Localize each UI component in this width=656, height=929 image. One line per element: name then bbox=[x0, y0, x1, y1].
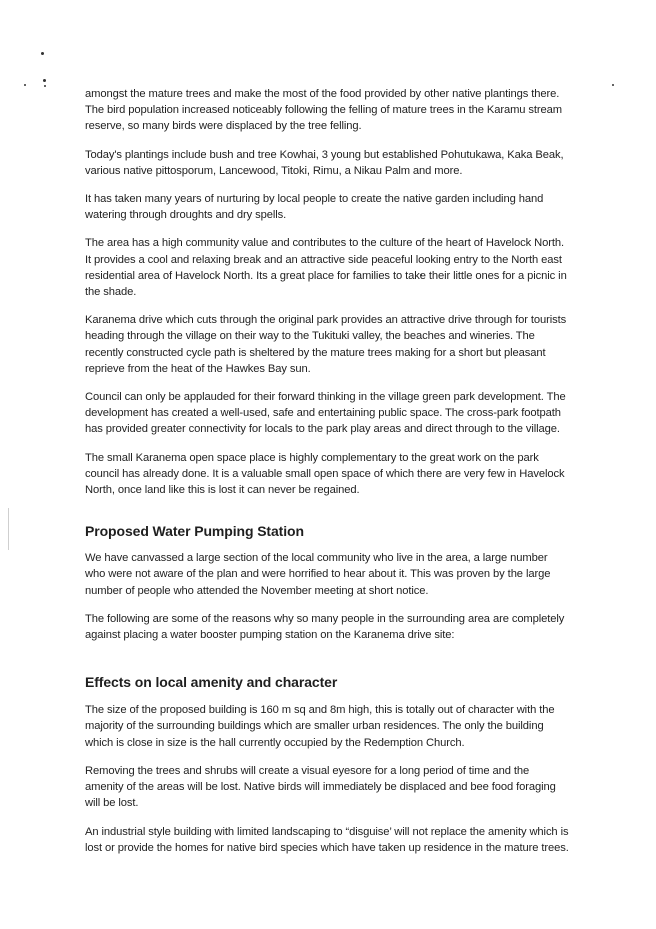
intro-paragraph-4: The area has a high community value and contributes to the culture of the heart of Havelock North. It provides a cool and relaxing break and an attractive side peaceful looking entry to the North east residential area of Havelock North. Its a great place for families to take their little ones for a picnic in the shade. bbox=[85, 237, 567, 299]
scan-speck bbox=[41, 52, 44, 55]
intro-paragraph-5: Karanema drive which cuts through the original park provides an attractive drive through for tourists heading through the village on their way to the Tukituki valley, the beaches and wineries. The recently constructed cycle path is sheltered by the mature trees making for a short but pleasant reprieve from the heat of the Hawkes Bay sun. bbox=[85, 314, 567, 375]
intro-paragraph-6: Council can only be applauded for their forward thinking in the village green park development. The development has created a well-used, safe and entertaining public space. The cross-park footpath has provided greater connectivity for locals to the park play areas and direct through to the village. bbox=[85, 391, 566, 436]
effects-paragraph-1: The size of the proposed building is 160 m sq and 8m high, this is totally out of character with the majority of the surrounding buildings which are smaller urban residences. The only the building which is close in size is the hall currently occupied by the Redemption Church. bbox=[85, 704, 555, 749]
intro-paragraph-7: The small Karanema open space place is highly complementary to the great work on the park council has already done. It is a valuable small open space of which there are very few in Havelock North, once land like this is lost it can never be regained. bbox=[85, 451, 565, 497]
water-paragraph-2: The following are some of the reasons why so many people in the surrounding area are completely against placing a water booster pumping station on the Karanema drive site: bbox=[85, 612, 565, 642]
effects-paragraph-3: An industrial style building with limited landscaping to “disguise’ will not replace the amenity which is lost or provide the homes for native bird species which have taken up residence in the mature trees. bbox=[85, 825, 569, 854]
effects-paragraph-2: Removing the trees and shrubs will create a visual eyesore for a long period of time and the amenity of the areas will be lost. Native birds will immediately be displaced and bee food foraging will be lost. bbox=[85, 764, 556, 810]
scan-speck bbox=[612, 84, 614, 86]
water-paragraph-1: We have canvassed a large section of the local community who live in the area, a large number who were not aware of the plan and were horrified to hear about it. This was proven by the large number of people who attended the November meeting at short notice. bbox=[85, 552, 551, 597]
scan-edge-mark bbox=[8, 508, 9, 550]
section-heading-amenity: Effects on local amenity and character bbox=[85, 674, 338, 691]
intro-paragraph-3: It has taken many years of nurturing by local people to create the native garden including hand watering through droughts and dry spells. bbox=[85, 193, 544, 222]
intro-paragraph-1: amongst the mature trees and make the most of the food provided by other native plantings there. The bird population increased noticeably following the felling of mature trees in the Karamu stream reserve, so many birds were displaced by the tree felling. bbox=[85, 88, 563, 133]
scan-speck bbox=[44, 85, 46, 87]
scan-speck bbox=[43, 79, 46, 82]
scan-speck bbox=[24, 84, 26, 86]
section-heading-water-pumping: Proposed Water Pumping Station bbox=[85, 523, 304, 540]
intro-paragraph-2: Today's plantings include bush and tree Kowhai, 3 young but established Pohutukawa, Kaka Beak, various native pittosporum, Lancewood, Titoki, Rimu, a Nikau Palm and more. bbox=[85, 148, 564, 177]
document-body bbox=[85, 86, 570, 868]
